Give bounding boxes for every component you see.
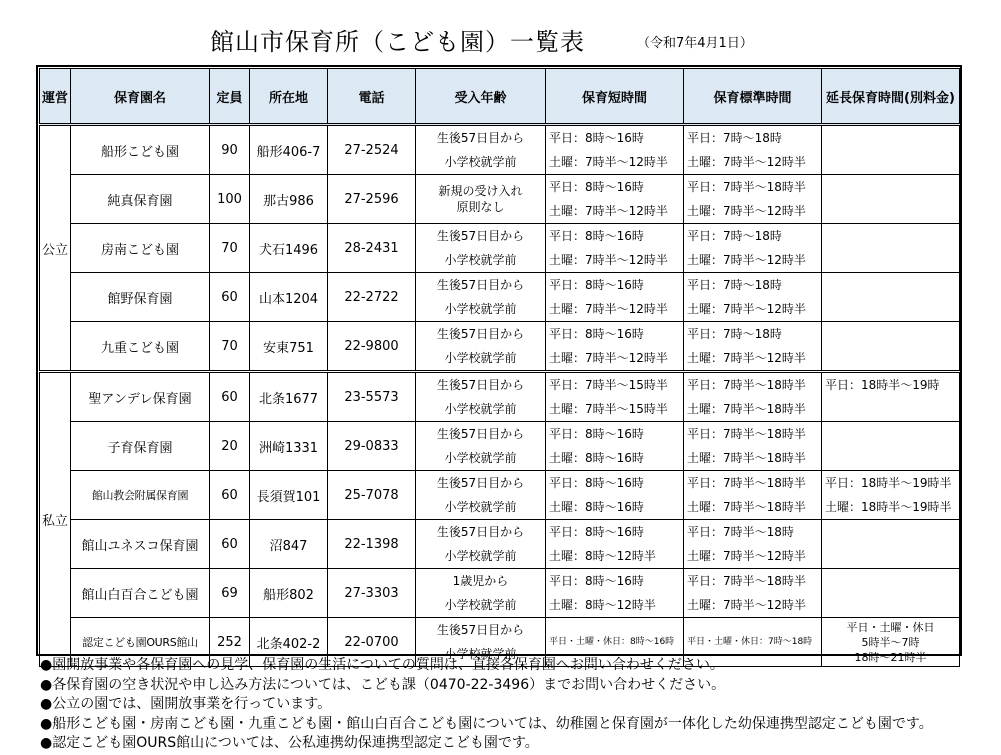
nursery-table bbox=[39, 68, 960, 667]
table-row bbox=[40, 322, 960, 372]
nursery-name: 聖アンデレ保育園 bbox=[71, 372, 210, 422]
header-age: 受入年齢 bbox=[416, 69, 546, 125]
nursery-name: 船形こども園 bbox=[71, 125, 210, 175]
table-row bbox=[40, 175, 960, 224]
accepted-age: 新規の受け入れ 原則なし bbox=[416, 175, 546, 224]
standard-hours: 平日：7時～18時 土曜：7時半～12時半 bbox=[684, 125, 822, 175]
phone: 23-5573 bbox=[328, 372, 416, 422]
accepted-age: 生後57日目から 小学校就学前 bbox=[416, 618, 546, 667]
short-hours: 平日：8時～16時 土曜：7時半～12時半 bbox=[546, 273, 684, 322]
address: 那古986 bbox=[250, 175, 328, 224]
accepted-age: 1歳児から 小学校就学前 bbox=[416, 569, 546, 618]
address: 安東751 bbox=[250, 322, 328, 372]
capacity: 90 bbox=[210, 125, 250, 175]
extension-hours bbox=[822, 322, 960, 372]
extension-hours bbox=[822, 520, 960, 569]
header-short-hours: 保育短時間 bbox=[546, 69, 684, 125]
nursery-name: 房南こども園 bbox=[71, 224, 210, 273]
capacity: 70 bbox=[210, 224, 250, 273]
note-item: ●認定こども園OURS館山については、公私連携幼保連携型認定こども園です。 bbox=[40, 735, 539, 751]
address: 船形406-7 bbox=[250, 125, 328, 175]
header-standard-hours: 保育標準時間 bbox=[684, 69, 822, 125]
short-hours: 平日：8時～16時 土曜：8時～12時半 bbox=[546, 569, 684, 618]
address: 犬石1496 bbox=[250, 224, 328, 273]
capacity: 100 bbox=[210, 175, 250, 224]
address: 北条402-2 bbox=[250, 618, 328, 667]
address: 長須賀101 bbox=[250, 471, 328, 520]
table-row bbox=[40, 224, 960, 273]
accepted-age: 生後57日目から 小学校就学前 bbox=[416, 322, 546, 372]
accepted-age: 生後57日目から 小学校就学前 bbox=[416, 224, 546, 273]
short-hours: 平日・土曜・休日：8時～16時 bbox=[546, 618, 684, 667]
extension-hours bbox=[822, 125, 960, 175]
capacity: 252 bbox=[210, 618, 250, 667]
note-item: ●公立の園では、園開放事業を行っています。 bbox=[40, 696, 332, 712]
standard-hours: 平日：7時～18時 土曜：7時半～12時半 bbox=[684, 322, 822, 372]
short-hours: 平日：8時～16時 土曜：8時～16時 bbox=[546, 422, 684, 471]
table-row bbox=[40, 471, 960, 520]
capacity: 60 bbox=[210, 273, 250, 322]
standard-hours: 平日：7時半～18時 土曜：7時半～12時半 bbox=[684, 520, 822, 569]
standard-hours: 平日：7時～18時 土曜：7時半～12時半 bbox=[684, 273, 822, 322]
extension-hours: 平日：18時半～19時半 土曜：18時半～19時半 bbox=[822, 471, 960, 520]
nursery-name: 認定こども園OURS館山 bbox=[71, 618, 210, 667]
standard-hours: 平日：7時～18時 土曜：7時半～12時半 bbox=[684, 224, 822, 273]
table-row bbox=[40, 569, 960, 618]
standard-hours: 平日：7時半～18時半 土曜：7時半～12時半 bbox=[684, 175, 822, 224]
operator-public: 公立 bbox=[40, 125, 71, 372]
capacity: 60 bbox=[210, 471, 250, 520]
header-extension-hours: 延長保育時間(別料金) bbox=[822, 69, 960, 125]
accepted-age: 生後57日目から 小学校就学前 bbox=[416, 372, 546, 422]
short-hours: 平日：8時～16時 土曜：7時半～12時半 bbox=[546, 224, 684, 273]
header-capacity: 定員 bbox=[210, 69, 250, 125]
nursery-name: 館山白百合こども園 bbox=[71, 569, 210, 618]
phone: 25-7078 bbox=[328, 471, 416, 520]
short-hours: 平日：8時～16時 土曜：7時半～12時半 bbox=[546, 322, 684, 372]
address: 洲崎1331 bbox=[250, 422, 328, 471]
extension-hours bbox=[822, 569, 960, 618]
standard-hours: 平日：7時半～18時半 土曜：7時半～18時半 bbox=[684, 422, 822, 471]
header-address: 所在地 bbox=[250, 69, 328, 125]
table-header-row bbox=[40, 69, 960, 125]
extension-hours bbox=[822, 273, 960, 322]
standard-hours: 平日・土曜・休日：7時～18時 bbox=[684, 618, 822, 667]
standard-hours: 平日：7時半～18時半 土曜：7時半～18時半 bbox=[684, 372, 822, 422]
nursery-name: 純真保育園 bbox=[71, 175, 210, 224]
accepted-age: 生後57日目から 小学校就学前 bbox=[416, 520, 546, 569]
extension-hours bbox=[822, 224, 960, 273]
operator-private: 私立 bbox=[40, 372, 71, 667]
short-hours: 平日：7時半～15時半 土曜：7時半～15時半 bbox=[546, 372, 684, 422]
phone: 29-0833 bbox=[328, 422, 416, 471]
accepted-age: 生後57日目から 小学校就学前 bbox=[416, 422, 546, 471]
capacity: 60 bbox=[210, 520, 250, 569]
table-row bbox=[40, 422, 960, 471]
title-area bbox=[0, 22, 1001, 58]
short-hours: 平日：8時～16時 土曜：8時～12時半 bbox=[546, 520, 684, 569]
note-item: ●園開放事業や各保育園への見学、保育園の生活についての質問は、直接各保育園へお問い合わせください。 bbox=[40, 657, 724, 673]
address: 船形802 bbox=[250, 569, 328, 618]
nursery-name: 館山教会附属保育園 bbox=[71, 471, 210, 520]
note-item: ●船形こども園・房南こども園・九重こども園・館山白百合こども園については、幼稚園と保育園が一体化した幼保連携型認定こども園です。 bbox=[40, 715, 933, 732]
phone: 22-2722 bbox=[328, 273, 416, 322]
short-hours: 平日：8時～16時 土曜：7時半～12時半 bbox=[546, 175, 684, 224]
notes-section bbox=[40, 656, 1000, 754]
phone: 27-3303 bbox=[328, 569, 416, 618]
extension-hours: 平日：18時半～19時 bbox=[822, 372, 960, 422]
nursery-name: 館山ユネスコ保育園 bbox=[71, 520, 210, 569]
header-operator: 運営 bbox=[40, 69, 71, 125]
table-row bbox=[40, 273, 960, 322]
page-title: 館山市保育所（こども園）一覧表 bbox=[210, 28, 585, 56]
table-row bbox=[40, 520, 960, 569]
address: 山本1204 bbox=[250, 273, 328, 322]
extension-hours bbox=[822, 422, 960, 471]
accepted-age: 生後57日目から 小学校就学前 bbox=[416, 125, 546, 175]
accepted-age: 生後57日目から 小学校就学前 bbox=[416, 471, 546, 520]
address: 北条1677 bbox=[250, 372, 328, 422]
capacity: 69 bbox=[210, 569, 250, 618]
extension-hours: 平日・土曜・休日 5時半～7時 18時～21時半 bbox=[822, 618, 960, 667]
page-date: （令和7年4月1日） bbox=[637, 36, 753, 51]
standard-hours: 平日：7時半～18時半 土曜：7時半～18時半 bbox=[684, 471, 822, 520]
address: 沼847 bbox=[250, 520, 328, 569]
phone: 28-2431 bbox=[328, 224, 416, 273]
nursery-name: 子育保育園 bbox=[71, 422, 210, 471]
accepted-age: 生後57日目から 小学校就学前 bbox=[416, 273, 546, 322]
header-name: 保育園名 bbox=[71, 69, 210, 125]
phone: 22-0700 bbox=[328, 618, 416, 667]
standard-hours: 平日：7時半～18時半 土曜：7時半～12時半 bbox=[684, 569, 822, 618]
short-hours: 平日：8時～16時 土曜：8時～16時 bbox=[546, 471, 684, 520]
phone: 27-2524 bbox=[328, 125, 416, 175]
capacity: 60 bbox=[210, 372, 250, 422]
phone: 22-9800 bbox=[328, 322, 416, 372]
header-phone: 電話 bbox=[328, 69, 416, 125]
table-row bbox=[40, 125, 960, 175]
capacity: 70 bbox=[210, 322, 250, 372]
nursery-name: 九重こども園 bbox=[71, 322, 210, 372]
phone: 22-1398 bbox=[328, 520, 416, 569]
table-row bbox=[40, 372, 960, 422]
short-hours: 平日：8時～16時 土曜：7時半～12時半 bbox=[546, 125, 684, 175]
extension-hours bbox=[822, 175, 960, 224]
phone: 27-2596 bbox=[328, 175, 416, 224]
note-item: ●各保育園の空き状況や申し込み方法については、こども課（0470-22-3496）までお問い合わせください。 bbox=[40, 676, 726, 693]
nursery-name: 館野保育園 bbox=[71, 273, 210, 322]
capacity: 20 bbox=[210, 422, 250, 471]
